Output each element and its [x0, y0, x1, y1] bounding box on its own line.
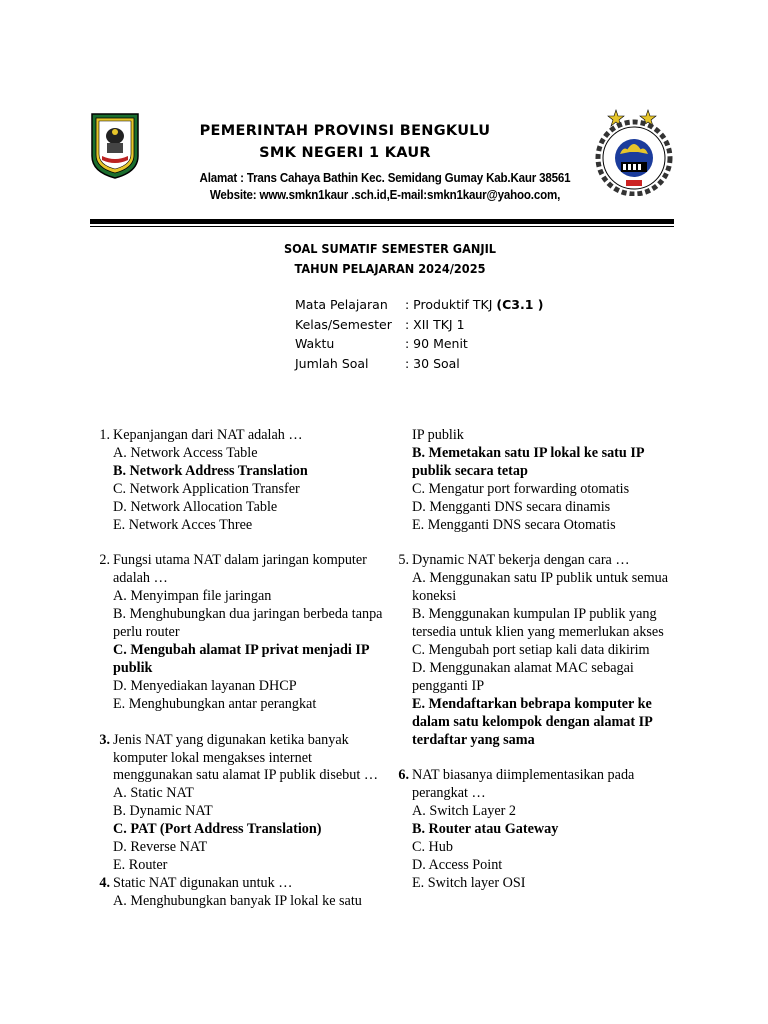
header-website: Website: www.smkn1kaur .sch.id,E-mail:smkn1kaur@yahoo.com, — [209, 188, 561, 202]
bengkulu-province-emblem — [90, 112, 140, 180]
smk-negeri-1-kaur-emblem — [592, 108, 676, 196]
answer-option: A. Menyimpan file jaringan — [113, 588, 272, 605]
question-text: Static NAT digunakan untuk … — [113, 874, 293, 891]
competency-code: (C3.1 ) — [496, 297, 544, 312]
answer-option: C. Hub — [412, 839, 453, 856]
answer-option: E. Switch layer OSI — [412, 874, 526, 891]
question-number: 2. — [99, 552, 110, 569]
question-4 — [93, 875, 383, 911]
questions-column-right — [392, 427, 684, 893]
info-value: : 30 Soal — [405, 355, 460, 371]
question-number: 6. — [398, 767, 409, 784]
header-government-name: PEMERINTAH PROVINSI BENGKULU — [199, 123, 491, 139]
answer-option: D. Menggunakan alamat MAC sebagai pengganti IP — [412, 659, 634, 694]
answer-option: D. Access Point — [412, 856, 503, 873]
question-1 — [93, 427, 383, 534]
answer-option: C. Mengubah port setiap kali data dikirim — [412, 641, 650, 658]
question-3 — [93, 732, 383, 875]
answer-option: A. Switch Layer 2 — [412, 803, 517, 820]
answer-option: B. Dynamic NAT — [113, 803, 213, 820]
exam-year: TAHUN PELAJARAN 2024/2025 — [294, 261, 486, 276]
answer-option: A. Menghubungkan banyak IP lokal ke satu — [113, 892, 362, 909]
header-school-name: SMK NEGERI 1 KAUR — [259, 145, 431, 161]
header-address: Alamat : Trans Cahaya Bathin Kec. Semidang Gumay Kab.Kaur 38561 — [199, 171, 571, 185]
answer-option-correct: C. Mengubah alamat IP privat menjadi IP publik — [113, 641, 369, 676]
question-text: Fungsi utama NAT dalam jaringan komputer adalah … — [113, 552, 367, 587]
header-divider-thick — [90, 219, 674, 224]
answer-option: D. Menyediakan layanan DHCP — [113, 677, 297, 694]
answer-option: A. Network Access Table — [113, 444, 258, 461]
question-number: 5. — [398, 552, 409, 569]
info-value: : XII TKJ 1 — [405, 316, 465, 332]
question-6 — [392, 767, 684, 892]
answer-option: E. Router — [113, 856, 168, 873]
answer-option-correct: B. Network Address Translation — [113, 462, 308, 479]
answer-option: A. Static NAT — [113, 785, 194, 802]
question-text: NAT biasanya diimplementasikan pada perangkat … — [412, 767, 635, 802]
question-2 — [93, 552, 383, 713]
info-value: : 90 Menit — [405, 336, 468, 351]
answer-option: E. Mengganti DNS secara Otomatis — [412, 516, 616, 533]
answer-option: A. Menggunakan satu IP publik untuk semua koneksi — [412, 570, 668, 605]
info-label: Waktu — [295, 336, 335, 351]
info-label: Jumlah Soal — [295, 355, 369, 371]
answer-option: D. Reverse NAT — [113, 839, 208, 856]
answer-option-continued: IP publik — [412, 427, 464, 443]
question-number: 1. — [99, 427, 110, 443]
answer-option: E. Menghubungkan antar perangkat — [113, 695, 317, 712]
answer-option: D. Network Allocation Table — [113, 498, 278, 515]
answer-option-correct: E. Mendaftarkan bebrapa komputer ke dalam satu kelompok dengan alamat IP terdaftar yang sama — [412, 695, 653, 748]
question-5 — [392, 552, 684, 749]
info-value: : Produktif TKJ (C3.1 ) — [405, 297, 544, 312]
answer-option-correct: B. Memetakan satu IP lokal ke satu IP publik secara tetap — [412, 444, 644, 479]
answer-option: C. Network Application Transfer — [113, 480, 300, 497]
questions-column-left — [93, 427, 383, 911]
answer-option: D. Mengganti DNS secara dinamis — [412, 498, 611, 515]
answer-option: E. Network Acces Three — [113, 516, 253, 533]
info-label: Kelas/Semester — [295, 316, 392, 332]
header-divider-thin — [90, 226, 674, 227]
answer-option: B. Menggunakan kumpulan IP publik yang tersedia untuk klien yang memerlukan akses — [412, 606, 664, 641]
question-number: 3. — [99, 731, 110, 748]
question-text: Kepanjangan dari NAT adalah … — [113, 427, 303, 443]
info-label: Mata Pelajaran — [295, 297, 388, 312]
answer-option-correct: B. Router atau Gateway — [412, 821, 559, 838]
exam-title: SOAL SUMATIF SEMESTER GANJIL — [283, 241, 497, 256]
question-text: Dynamic NAT bekerja dengan cara … — [412, 552, 630, 569]
answer-option: B. Menghubungkan dua jaringan berbeda tanpa perlu router — [113, 606, 383, 641]
question-4-continued — [392, 427, 684, 534]
answer-option-correct: C. PAT (Port Address Translation) — [113, 821, 322, 838]
question-text: Jenis NAT yang digunakan ketika banyak komputer lokal mengakses internet menggunakan satu alamat IP publik disebut … — [113, 731, 379, 784]
answer-option: C. Mengatur port forwarding otomatis — [412, 480, 630, 497]
question-number: 4. — [99, 874, 110, 891]
